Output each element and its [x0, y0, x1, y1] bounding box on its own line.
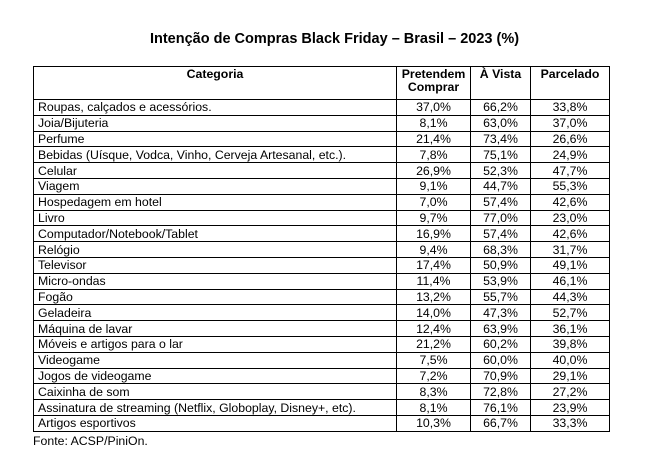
cell-parcelado: 33,8% — [531, 100, 610, 116]
cell-a-vista: 50,9% — [471, 257, 531, 273]
cell-pretendem-comprar: 7,8% — [397, 147, 471, 163]
table-row — [34, 226, 610, 242]
table-header-row — [34, 67, 610, 100]
cell-parcelado: 40,0% — [531, 352, 610, 368]
cell-categoria: Videogame — [34, 352, 397, 368]
cell-parcelado: 27,2% — [531, 384, 610, 400]
header-parcelado: Parcelado — [531, 67, 610, 100]
table-title: Intenção de Compras Black Friday – Brasil – 2023 (%) — [149, 31, 520, 47]
cell-parcelado: 44,3% — [531, 289, 610, 305]
cell-pretendem-comprar: 11,4% — [397, 273, 471, 289]
table-row — [34, 147, 610, 163]
cell-pretendem-comprar: 21,2% — [397, 336, 471, 352]
cell-categoria: Máquina de lavar — [34, 321, 397, 337]
table-row — [34, 194, 610, 210]
table-row — [34, 336, 610, 352]
cell-a-vista: 66,2% — [471, 100, 531, 116]
cell-pretendem-comprar: 8,1% — [397, 400, 471, 416]
table-body — [34, 100, 610, 432]
cell-pretendem-comprar: 9,4% — [397, 242, 471, 258]
cell-a-vista: 60,0% — [471, 352, 531, 368]
cell-a-vista: 66,7% — [471, 415, 531, 431]
cell-parcelado: 42,6% — [531, 194, 610, 210]
cell-categoria: Jogos de videogame — [34, 368, 397, 384]
cell-pretendem-comprar: 7,5% — [397, 352, 471, 368]
purchase-intention-table — [33, 66, 610, 432]
cell-categoria: Televisor — [34, 257, 397, 273]
cell-parcelado: 23,9% — [531, 400, 610, 416]
cell-pretendem-comprar: 21,4% — [397, 131, 471, 147]
cell-a-vista: 70,9% — [471, 368, 531, 384]
cell-pretendem-comprar: 17,4% — [397, 257, 471, 273]
cell-pretendem-comprar: 7,2% — [397, 368, 471, 384]
cell-parcelado: 49,1% — [531, 257, 610, 273]
cell-parcelado: 26,6% — [531, 131, 610, 147]
cell-parcelado: 36,1% — [531, 321, 610, 337]
cell-categoria: Assinatura de streaming (Netflix, Globoplay, Disney+, etc). — [34, 400, 397, 416]
cell-parcelado: 52,7% — [531, 305, 610, 321]
table-row — [34, 178, 610, 194]
table-row — [34, 352, 610, 368]
cell-categoria: Celular — [34, 163, 397, 179]
table-row — [34, 115, 610, 131]
table-row — [34, 100, 610, 116]
cell-categoria: Computador/Notebook/Tablet — [34, 226, 397, 242]
cell-categoria: Caixinha de som — [34, 384, 397, 400]
cell-pretendem-comprar: 7,0% — [397, 194, 471, 210]
cell-categoria: Relógio — [34, 242, 397, 258]
cell-categoria: Hospedagem em hotel — [34, 194, 397, 210]
cell-a-vista: 75,1% — [471, 147, 531, 163]
cell-pretendem-comprar: 8,3% — [397, 384, 471, 400]
cell-pretendem-comprar: 26,9% — [397, 163, 471, 179]
cell-categoria: Joia/Bijuteria — [34, 115, 397, 131]
cell-a-vista: 63,9% — [471, 321, 531, 337]
cell-parcelado: 33,3% — [531, 415, 610, 431]
table-row — [34, 368, 610, 384]
table-row — [34, 400, 610, 416]
cell-pretendem-comprar: 9,7% — [397, 210, 471, 226]
cell-categoria: Roupas, calçados e acessórios. — [34, 100, 397, 116]
cell-parcelado: 46,1% — [531, 273, 610, 289]
cell-a-vista: 47,3% — [471, 305, 531, 321]
cell-pretendem-comprar: 16,9% — [397, 226, 471, 242]
cell-parcelado: 55,3% — [531, 178, 610, 194]
table-row — [34, 163, 610, 179]
cell-a-vista: 72,8% — [471, 384, 531, 400]
cell-a-vista: 68,3% — [471, 242, 531, 258]
cell-parcelado: 47,7% — [531, 163, 610, 179]
cell-parcelado: 42,6% — [531, 226, 610, 242]
cell-a-vista: 52,3% — [471, 163, 531, 179]
table-row — [34, 305, 610, 321]
cell-parcelado: 23,0% — [531, 210, 610, 226]
table-row — [34, 273, 610, 289]
cell-a-vista: 57,4% — [471, 226, 531, 242]
cell-pretendem-comprar: 14,0% — [397, 305, 471, 321]
header-a-vista: À Vista — [471, 67, 531, 100]
cell-parcelado: 37,0% — [531, 115, 610, 131]
cell-pretendem-comprar: 12,4% — [397, 321, 471, 337]
cell-a-vista: 53,9% — [471, 273, 531, 289]
cell-categoria: Geladeira — [34, 305, 397, 321]
cell-categoria: Móveis e artigos para o lar — [34, 336, 397, 352]
table-row — [34, 384, 610, 400]
cell-parcelado: 31,7% — [531, 242, 610, 258]
cell-a-vista: 73,4% — [471, 131, 531, 147]
table-row — [34, 415, 610, 431]
header-categoria: Categoria — [34, 67, 397, 100]
cell-a-vista: 57,4% — [471, 194, 531, 210]
cell-pretendem-comprar: 8,1% — [397, 115, 471, 131]
table-row — [34, 131, 610, 147]
cell-categoria: Artigos esportivos — [34, 415, 397, 431]
table-row — [34, 289, 610, 305]
cell-parcelado: 39,8% — [531, 336, 610, 352]
cell-parcelado: 29,1% — [531, 368, 610, 384]
cell-a-vista: 60,2% — [471, 336, 531, 352]
cell-categoria: Viagem — [34, 178, 397, 194]
cell-pretendem-comprar: 10,3% — [397, 415, 471, 431]
cell-a-vista: 44,7% — [471, 178, 531, 194]
table-row — [34, 321, 610, 337]
cell-categoria: Micro-ondas — [34, 273, 397, 289]
cell-parcelado: 24,9% — [531, 147, 610, 163]
table-row — [34, 210, 610, 226]
cell-a-vista: 77,0% — [471, 210, 531, 226]
cell-categoria: Fogão — [34, 289, 397, 305]
source-note: Fonte: ACSP/PiniOn. — [33, 434, 148, 448]
cell-pretendem-comprar: 13,2% — [397, 289, 471, 305]
cell-a-vista: 76,1% — [471, 400, 531, 416]
cell-categoria: Livro — [34, 210, 397, 226]
header-pretendem-comprar: Pretendem Comprar — [397, 67, 471, 100]
cell-a-vista: 63,0% — [471, 115, 531, 131]
cell-categoria: Perfume — [34, 131, 397, 147]
cell-a-vista: 55,7% — [471, 289, 531, 305]
cell-categoria: Bebidas (Uísque, Vodca, Vinho, Cerveja Artesanal, etc.). — [34, 147, 397, 163]
cell-pretendem-comprar: 9,1% — [397, 178, 471, 194]
table-row — [34, 257, 610, 273]
table-row — [34, 242, 610, 258]
cell-pretendem-comprar: 37,0% — [397, 100, 471, 116]
